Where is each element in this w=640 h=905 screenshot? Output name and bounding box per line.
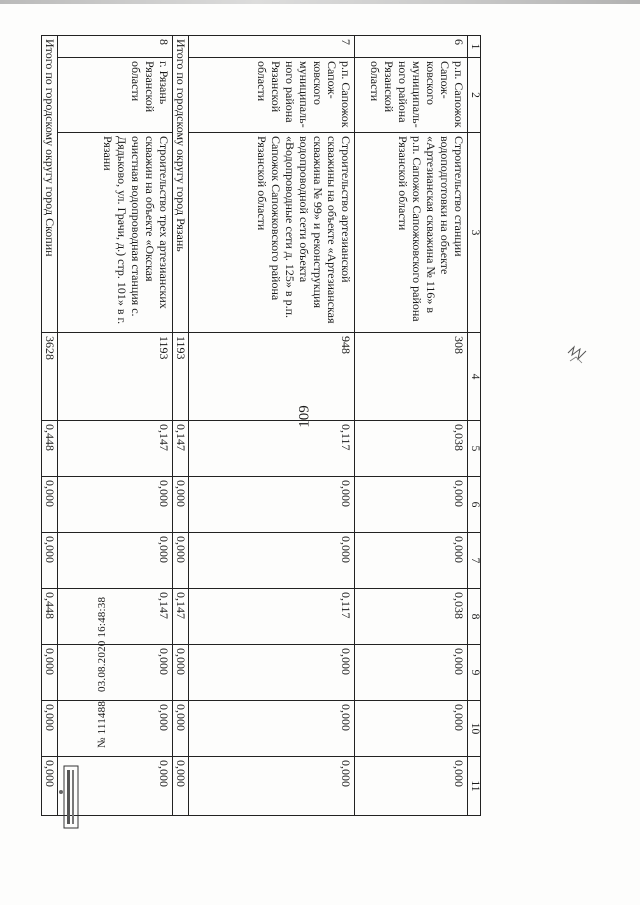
total-value-cell: 0,147 xyxy=(173,421,189,477)
header-cell: 1 xyxy=(468,36,481,58)
total-value-cell: 0,000 xyxy=(173,533,189,589)
page-number: 109 xyxy=(296,405,313,428)
row-number: 8 xyxy=(58,36,173,58)
object-cell: Строительство трех артезианских скважин на объекте «Окская очистная водопроводная станция с. Дядьково, ул. Грачи, д.) стр. 101» в г. Рязани xyxy=(58,133,173,333)
object-cell: Строительство станции водоподготовки на объекте «Артезианская скважина № 116» в р.п. Сапожок Сапожковского района Рязанской области xyxy=(355,133,468,333)
total-value-cell: 0,000 xyxy=(42,477,58,533)
locality-cell: р.п. Сапожок Сапож-ковского муниципаль-ного района Рязанской области xyxy=(355,58,468,133)
header-cell: 6 xyxy=(468,477,481,533)
total-value-cell: 0,448 xyxy=(42,589,58,645)
row-number: 6 xyxy=(355,36,468,58)
header-cell: 4 xyxy=(468,333,481,421)
total-value-cell: 0,147 xyxy=(173,589,189,645)
value-cell: 0,117 xyxy=(189,589,355,645)
header-cell: 5 xyxy=(468,421,481,477)
value-cell: 0,000 xyxy=(355,701,468,757)
total-value-cell: 0,000 xyxy=(42,757,58,816)
value-cell: 0,038 xyxy=(355,589,468,645)
value-cell: 0,000 xyxy=(58,701,173,757)
total-value-cell: 0,000 xyxy=(42,701,58,757)
value-cell: 0,000 xyxy=(355,477,468,533)
total-row xyxy=(42,36,58,816)
ink-mark-icon xyxy=(560,335,596,371)
table-row xyxy=(355,36,468,816)
value-cell: 0,000 xyxy=(355,533,468,589)
header-cell: 3 xyxy=(468,133,481,333)
value-cell: 0,000 xyxy=(189,757,355,816)
total-label: Итого по городскому округу город Рязань xyxy=(173,36,189,333)
value-cell: 0,038 xyxy=(355,421,468,477)
value-cell: 0,147 xyxy=(58,421,173,477)
value-cell: 308 xyxy=(355,333,468,421)
total-row xyxy=(173,36,189,816)
total-value-cell: 3628 xyxy=(42,333,58,421)
value-cell: 0,147 xyxy=(58,589,173,645)
header-cell: 8 xyxy=(468,589,481,645)
scan-edge xyxy=(0,0,640,4)
value-cell: 0,000 xyxy=(58,757,173,816)
value-cell: 0,000 xyxy=(355,645,468,701)
value-cell: 0,000 xyxy=(58,477,173,533)
total-value-cell: 0,000 xyxy=(173,757,189,816)
value-cell: 0,000 xyxy=(58,533,173,589)
header-cell: 9 xyxy=(468,645,481,701)
document-number: № 111488 xyxy=(96,700,108,748)
value-cell: 0,000 xyxy=(355,757,468,816)
total-label: Итого по городскому округу город Скопин xyxy=(42,36,58,333)
value-cell: 0,000 xyxy=(189,701,355,757)
header-cell: 10 xyxy=(468,701,481,757)
document-meta xyxy=(96,548,114,748)
document-datetime: 03.08.2020 16:48:38 xyxy=(96,596,108,693)
value-cell: 1193 xyxy=(58,333,173,421)
total-value-cell: 0,000 xyxy=(173,645,189,701)
value-cell: 0,000 xyxy=(58,645,173,701)
value-cell: 0,000 xyxy=(189,477,355,533)
seal-stamp-icon xyxy=(58,762,82,832)
locality-cell: г. Рязань Рязанской области xyxy=(58,58,173,133)
object-cell: Строительство артезианской скважины на объекте «Артезианская скважина № 99» и реконструкция водопроводной сети объекта «Водопроводные сети д. 125» в р.п. Сапожок Сапожковского района Рязанской области xyxy=(189,133,355,333)
value-cell: 948 xyxy=(189,333,355,421)
total-value-cell: 0,448 xyxy=(42,421,58,477)
locality-cell: р.п. Сапожок Сапож-ковского муниципаль-ного района Рязанской области xyxy=(189,58,355,133)
header-cell: 2 xyxy=(468,58,481,133)
total-value-cell: 1193 xyxy=(173,333,189,421)
row-number: 7 xyxy=(189,36,355,58)
table-row xyxy=(189,36,355,816)
header-row xyxy=(468,36,481,816)
header-cell: 11 xyxy=(468,757,481,816)
value-cell: 0,000 xyxy=(189,645,355,701)
header-cell: 7 xyxy=(468,533,481,589)
value-cell: 0,117 xyxy=(189,421,355,477)
table-row xyxy=(58,36,173,816)
total-value-cell: 0,000 xyxy=(42,533,58,589)
total-value-cell: 0,000 xyxy=(42,645,58,701)
total-value-cell: 0,000 xyxy=(173,477,189,533)
value-cell: 0,000 xyxy=(189,533,355,589)
total-value-cell: 0,000 xyxy=(173,701,189,757)
